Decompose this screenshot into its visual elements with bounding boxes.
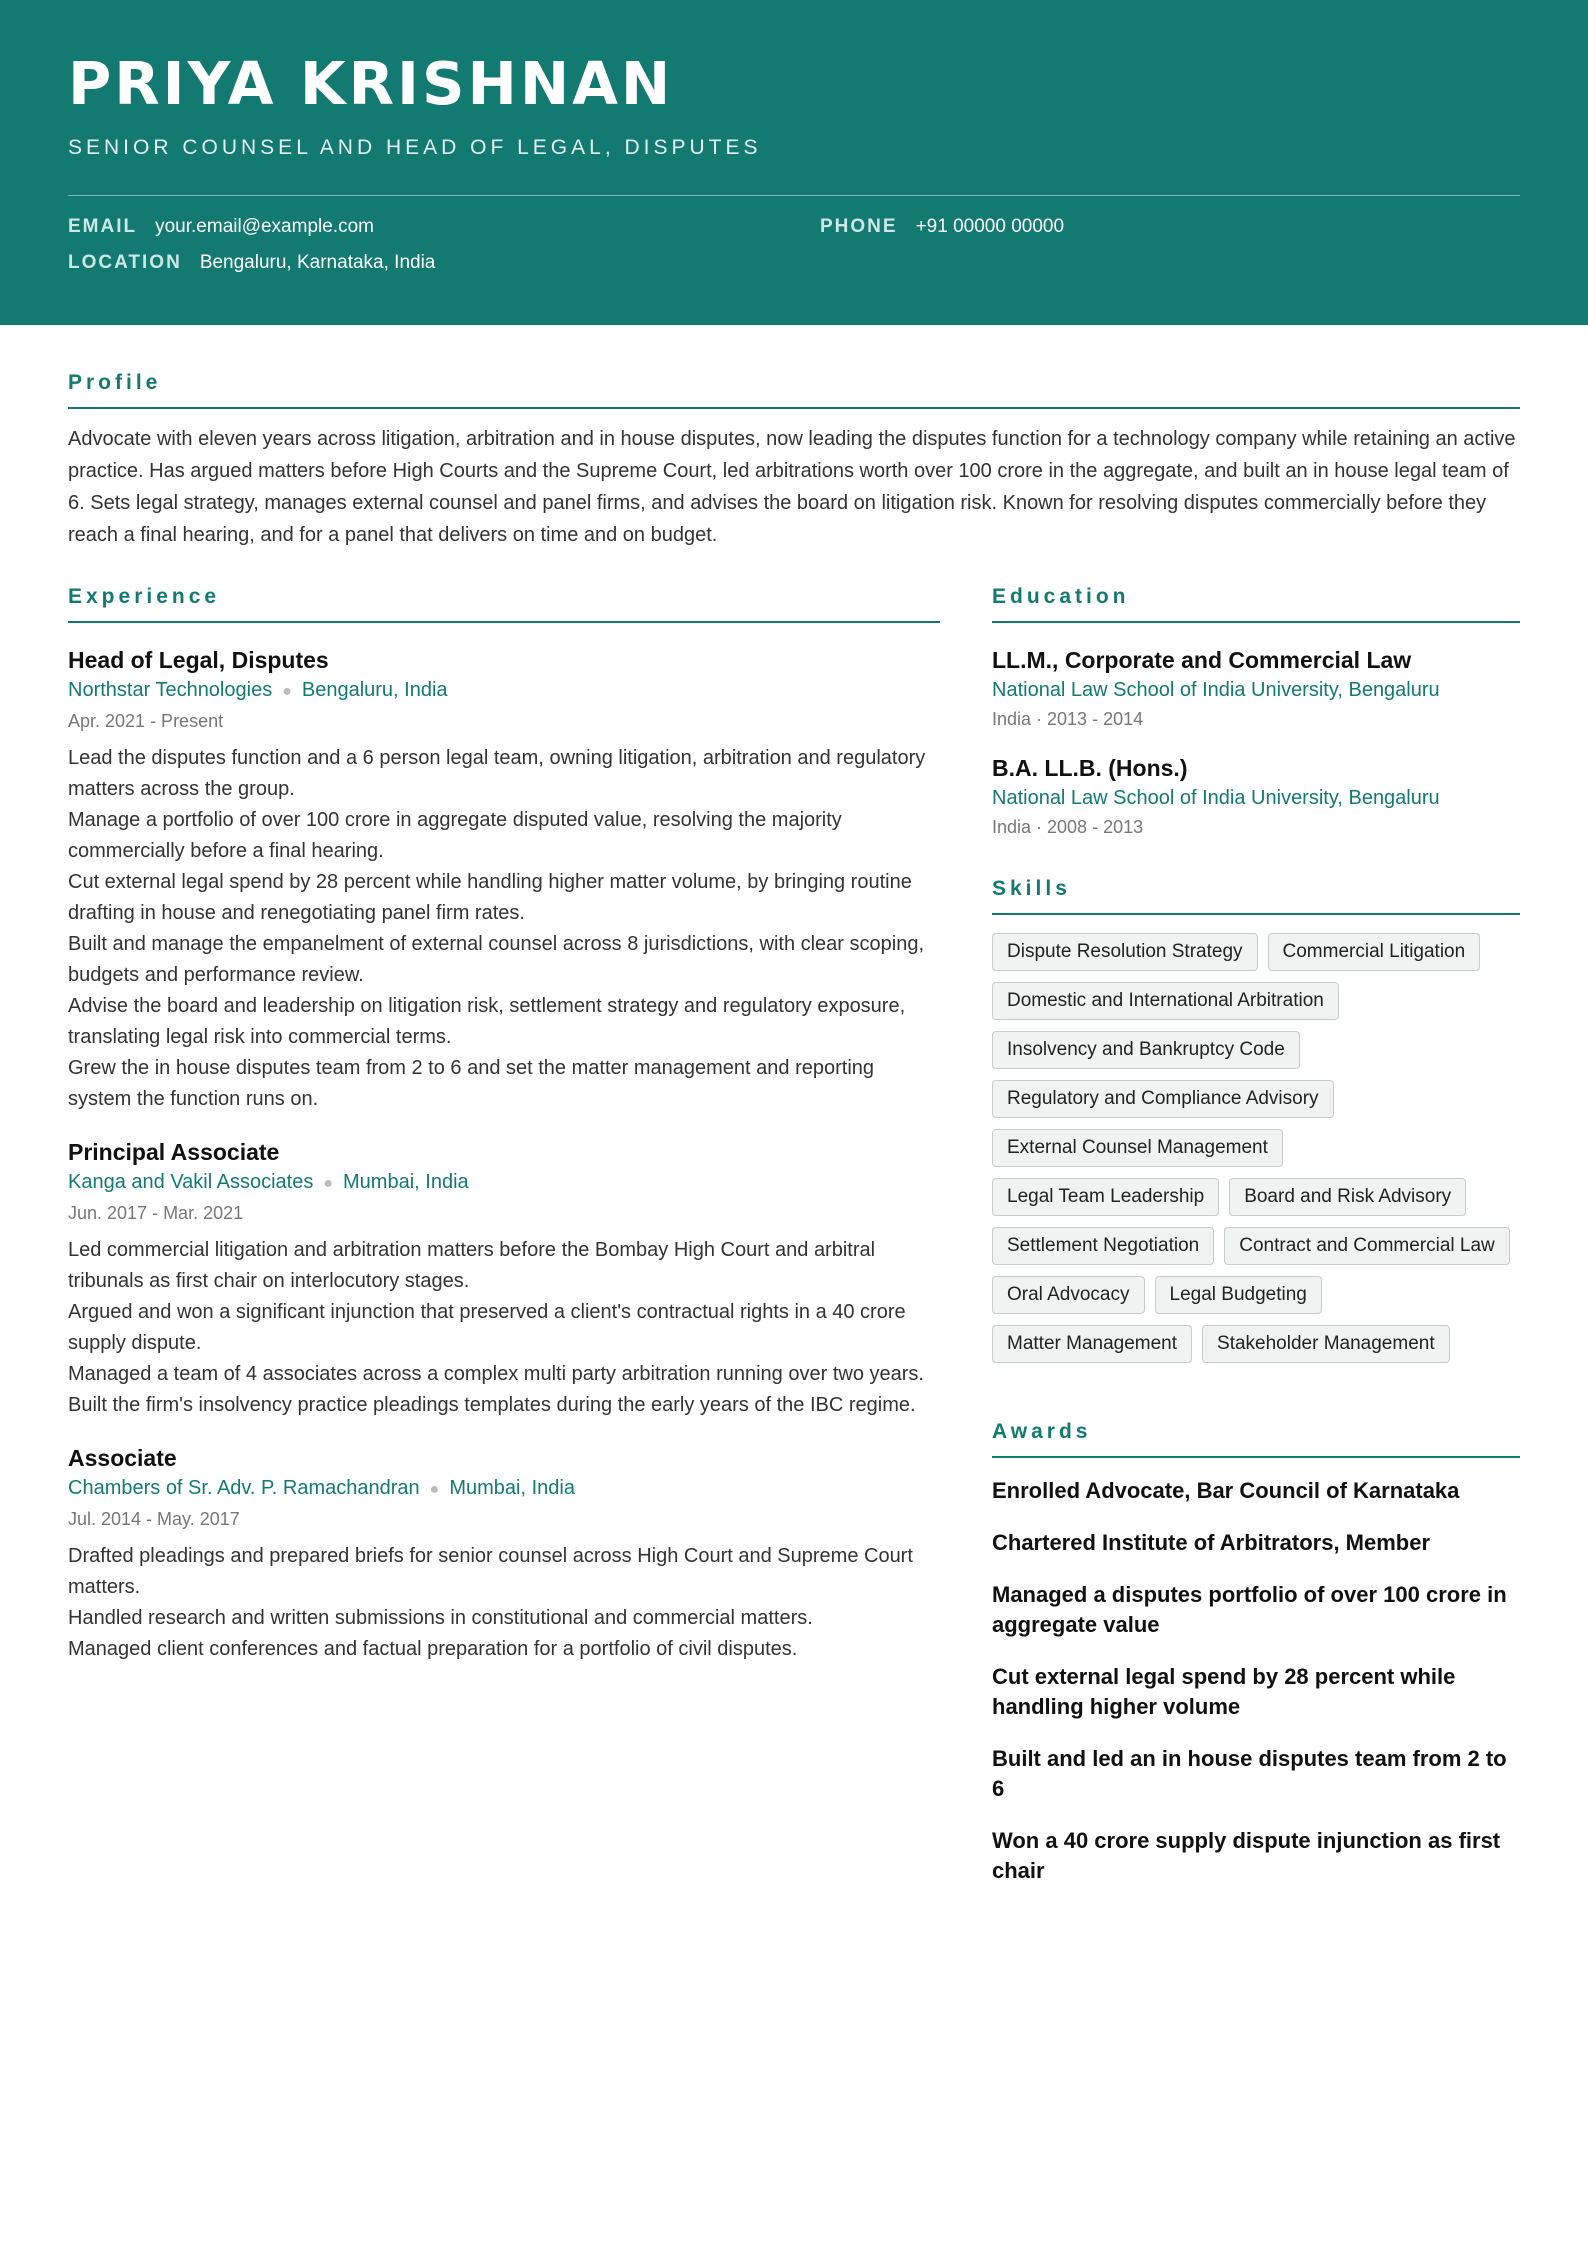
job-organization: Kanga and Vakil Associates [68, 1171, 314, 1193]
job-title: Principal Associate [68, 1139, 280, 1165]
separator-dot: ● [323, 1175, 334, 1192]
job-entry [68, 645, 940, 1115]
sidebar-column [992, 585, 1520, 1886]
job-meta [68, 1167, 940, 1199]
job-bullet: Managed a team of 4 associates across a complex multi party arbitration running over two years. [68, 1363, 924, 1385]
job-bullet: Cut external legal spend by 28 percent while handling higher matter volume, by bringing routine drafting in house and renegotiating panel firm rates. [68, 871, 912, 924]
candidate-name: PRIYA KRISHNAN [68, 49, 674, 118]
education-section [992, 585, 1520, 841]
profile-section [68, 325, 1520, 551]
job-location: Bengaluru, India [301, 679, 448, 701]
job-organization: Chambers of Sr. Adv. P. Ramachandran [68, 1477, 420, 1499]
award-item: Built and led an in house disputes team from 2 to 6 [992, 1746, 1507, 1801]
experience-heading: Experience [68, 585, 940, 623]
job-entry [68, 1443, 940, 1665]
job-bullet: Lead the disputes function and a 6 person legal team, owning litigation, arbitration and regulatory matters across the group. [68, 747, 926, 800]
education-degree: LL.M., Corporate and Commercial Law [992, 647, 1412, 673]
resume-header [0, 0, 1588, 325]
job-bullet: Built and manage the empanelment of external counsel across 8 jurisdictions, with clear scoping, budgets and performance review. [68, 933, 925, 986]
job-bullet: Led commercial litigation and arbitration matters before the Bombay High Court and arbitral tribunals as first chair on interlocutory stages. [68, 1239, 876, 1292]
job-bullet: Built the firm's insolvency practice pleadings templates during the early years of the IBC regime. [68, 1394, 916, 1416]
job-title: Head of Legal, Disputes [68, 647, 329, 673]
job-dates: Jul. 2014 - May. 2017 [68, 1509, 240, 1529]
job-bullet: Manage a portfolio of over 100 crore in aggregate disputed value, resolving the majority commercially before a final hearing. [68, 809, 842, 862]
skill-chip: External Counsel Management [992, 1129, 1283, 1167]
job-meta [68, 1473, 940, 1505]
job-organization: Northstar Technologies [68, 679, 273, 701]
job-bullet: Drafted pleadings and prepared briefs for senior counsel across High Court and Supreme Court matters. [68, 1545, 913, 1598]
skill-chip: Legal Budgeting [1155, 1276, 1322, 1314]
awards-section [992, 1420, 1520, 1886]
skill-chip: Domestic and International Arbitration [992, 982, 1339, 1020]
award-item: Chartered Institute of Arbitrators, Member [992, 1530, 1431, 1555]
education-entry [992, 645, 1520, 733]
header-divider [68, 195, 1520, 196]
education-meta: India · 2013 - 2014 [992, 709, 1144, 729]
contact-location [68, 252, 435, 274]
job-location: Mumbai, India [449, 1477, 575, 1499]
skill-chip: Commercial Litigation [1268, 933, 1481, 971]
skill-chip: Settlement Negotiation [992, 1227, 1214, 1265]
job-bullets [68, 743, 940, 1115]
skill-chip: Matter Management [992, 1325, 1192, 1363]
award-item: Won a 40 crore supply dispute injunction as first chair [992, 1828, 1501, 1883]
experience-section [68, 585, 940, 1886]
education-entry [992, 753, 1520, 841]
education-degree: B.A. LL.B. (Hons.) [992, 755, 1188, 781]
job-bullet: Argued and won a significant injunction that preserved a client's contractual rights in a 40 crore supply dispute. [68, 1301, 906, 1354]
profile-heading: Profile [68, 371, 1520, 409]
education-heading: Education [992, 585, 1520, 623]
job-bullets [68, 1235, 940, 1421]
job-location: Mumbai, India [343, 1171, 469, 1193]
job-bullet: Managed client conferences and factual preparation for a portfolio of civil disputes. [68, 1638, 798, 1660]
skills-heading: Skills [992, 877, 1520, 915]
resume-body [0, 325, 1588, 1886]
education-meta: India · 2008 - 2013 [992, 817, 1144, 837]
job-bullet: Handled research and written submissions in constitutional and commercial matters. [68, 1607, 813, 1629]
skills-list [992, 933, 1520, 1374]
skill-chip: Insolvency and Bankruptcy Code [992, 1031, 1300, 1069]
location-label: LOCATION [68, 252, 182, 273]
job-bullets [68, 1541, 940, 1665]
job-dates: Jun. 2017 - Mar. 2021 [68, 1203, 244, 1223]
email-value[interactable]: your.email@example.com [155, 216, 374, 237]
education-school: National Law School of India University, Bengaluru [992, 787, 1440, 809]
skill-chip: Dispute Resolution Strategy [992, 933, 1258, 971]
profile-text: Advocate with eleven years across litigation, arbitration and in house disputes, now leading the disputes function for a technology company while retaining an active practice. Has argued matters before High Courts and the Supreme Court, led arbitrations worth over 100 crore in the aggregate, and built an in house legal team of 6. Sets legal strategy, manages external counsel and panel firms, and advises the board on litigation risk. Known for resolving disputes commercially before they reach a final hearing, and for a panel that delivers on time and on budget. [68, 428, 1516, 546]
email-label: EMAIL [68, 216, 138, 237]
skill-chip: Contract and Commercial Law [1224, 1227, 1510, 1265]
education-list [992, 645, 1520, 841]
phone-value[interactable]: +91 00000 00000 [915, 216, 1065, 237]
award-item: Cut external legal spend by 28 percent while handling higher volume [992, 1664, 1456, 1719]
job-bullet: Advise the board and leadership on litigation risk, settlement strategy and regulatory exposure, translating legal risk into commercial terms. [68, 995, 906, 1048]
location-value: Bengaluru, Karnataka, India [199, 252, 436, 273]
job-bullet: Grew the in house disputes team from 2 to 6 and set the matter management and reporting system the function runs on. [68, 1057, 875, 1110]
job-title: Associate [68, 1445, 177, 1471]
award-item: Enrolled Advocate, Bar Council of Karnataka [992, 1478, 1460, 1503]
separator-dot: ● [282, 683, 292, 700]
contact-phone [820, 216, 1064, 238]
job-entry [68, 1137, 940, 1421]
job-dates: Apr. 2021 - Present [68, 711, 224, 731]
skill-chip: Legal Team Leadership [992, 1178, 1219, 1216]
skills-section [992, 877, 1520, 1374]
job-meta [68, 675, 940, 707]
award-item: Managed a disputes portfolio of over 100 crore in aggregate value [992, 1582, 1507, 1637]
contact-info [68, 216, 1520, 296]
skill-chip: Regulatory and Compliance Advisory [992, 1080, 1334, 1118]
awards-list [992, 1476, 1520, 1886]
skill-chip: Board and Risk Advisory [1229, 1178, 1466, 1216]
awards-heading: Awards [992, 1420, 1520, 1458]
separator-dot: ● [429, 1481, 440, 1498]
skill-chip: Stakeholder Management [1202, 1325, 1450, 1363]
education-school: National Law School of India University, Bengaluru [992, 679, 1440, 701]
contact-email [68, 216, 374, 238]
phone-label: PHONE [820, 216, 898, 237]
job-list [68, 645, 940, 1665]
skill-chip: Oral Advocacy [992, 1276, 1145, 1314]
candidate-title: SENIOR COUNSEL AND HEAD OF LEGAL, DISPUTES [68, 136, 762, 159]
